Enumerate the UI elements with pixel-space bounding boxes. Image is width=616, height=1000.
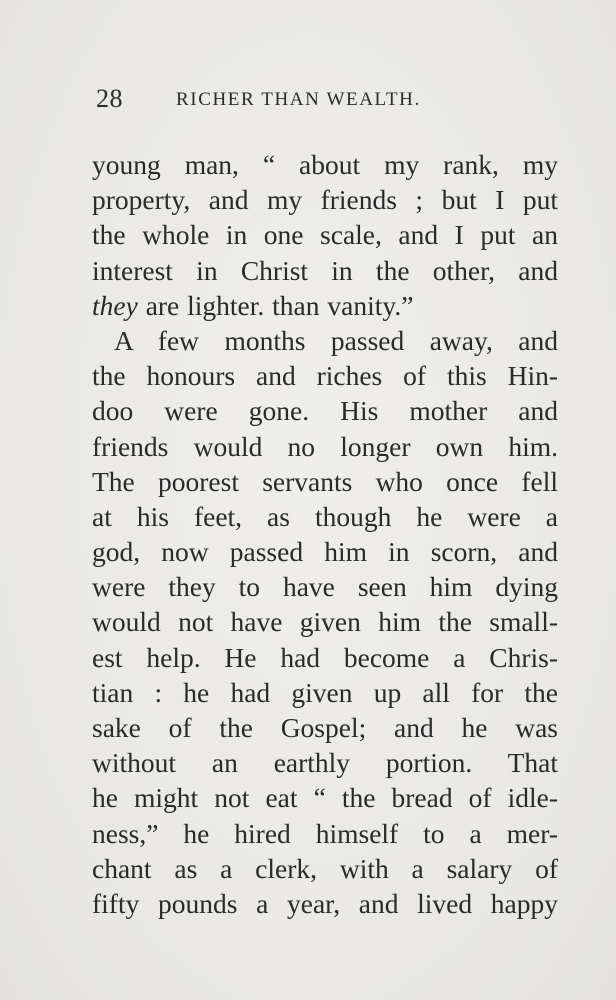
text-line: interest in Christ in the other, and <box>92 254 558 286</box>
text-line: The poorest servants who once fell <box>92 465 558 497</box>
text-line: the honours and riches of this Hin- <box>92 360 558 392</box>
text-line: without an earthly portion. That <box>92 747 558 779</box>
text-line: sake of the Gospel; and he was <box>92 712 558 743</box>
text-line: tian : he had given up all for the <box>92 676 558 708</box>
text-line: property, and my friends ; but I put <box>92 184 558 216</box>
text-line: god, now passed him in scorn, and <box>92 536 558 568</box>
text-line: were they to have seen him dying <box>92 571 558 603</box>
body-text <box>92 147 558 921</box>
text-line: friends would no longer own him. <box>92 430 558 462</box>
text-line: chant as a clerk, with a salary of <box>92 852 558 884</box>
paragraph-first-line: A few months passed away, and <box>114 324 558 356</box>
text-line: at his feet, as though he were a <box>92 500 558 532</box>
emphasized-word: they <box>92 289 138 321</box>
text-line: fifty pounds a year, and lived happy <box>92 887 558 919</box>
text-line: doo were gone. His mother and <box>92 395 558 427</box>
running-title: RICHER THAN WEALTH. <box>176 89 421 110</box>
text-line: the whole in one scale, and I put an <box>92 219 558 251</box>
text-line: ness,” he hired himself to a mer- <box>92 817 558 849</box>
text-line-remainder: are lighter. than vanity.” <box>145 289 414 321</box>
text-line: est help. He had become a Chris- <box>92 641 558 673</box>
text-line: he might not eat “ the bread of idle- <box>92 782 558 814</box>
running-head <box>96 84 556 114</box>
text-line: would not have given him the small- <box>92 606 558 638</box>
text-line: young man, “ about my rank, my <box>92 149 558 180</box>
text-line <box>92 288 558 323</box>
page-number: 28 <box>96 84 123 113</box>
